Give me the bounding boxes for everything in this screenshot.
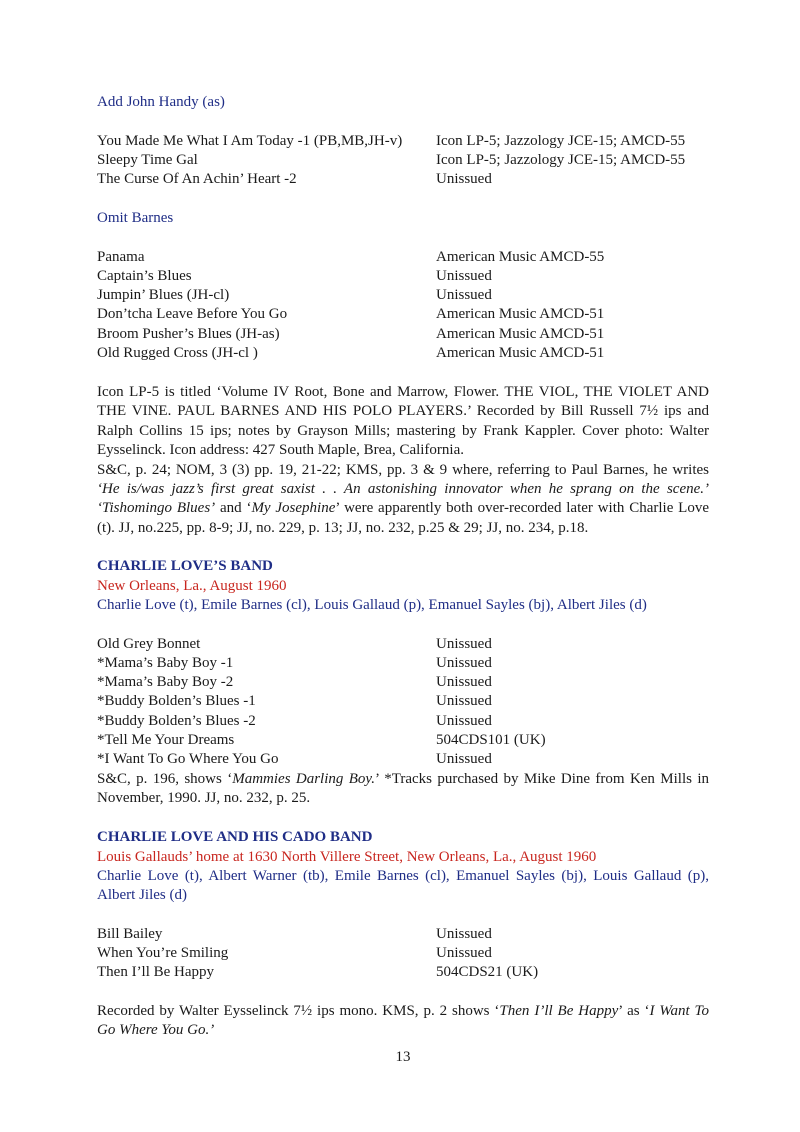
track-release: 504CDS101 (UK) — [436, 732, 546, 748]
notes-title: My Josephine — [251, 500, 336, 517]
notes-text: ’ *Tracks purchased by Mike Dine from Ken Mills in November, 1990. JJ, no. 232, p. 25. — [97, 771, 709, 807]
track-title: You Made Me What I Am Today -1 (PB,MB,JH-v) — [97, 133, 403, 149]
track-release: American Music AMCD-51 — [436, 326, 605, 342]
track-title: When You’re Smiling — [97, 945, 229, 961]
track-release: 504CDS21 (UK) — [436, 964, 539, 980]
track-title: Old Grey Bonnet — [97, 636, 201, 652]
track-release: Icon LP-5; Jazzology JCE-15; AMCD-55 — [436, 152, 686, 168]
track-release: Icon LP-5; Jazzology JCE-15; AMCD-55 — [436, 133, 686, 149]
notes-title: I Want To Go Where You Go.’ — [97, 1003, 710, 1039]
notes-title: Then I’ll Be Happy — [499, 1003, 619, 1019]
track-release: American Music AMCD-51 — [436, 306, 605, 322]
notes-text: and ‘ — [215, 500, 252, 517]
track-release: Unissued — [436, 674, 492, 690]
track-title: Sleepy Time Gal — [97, 152, 198, 168]
track-title: *Buddy Bolden’s Blues -1 — [97, 693, 256, 709]
track-release: Unissued — [436, 268, 492, 284]
track-title: Then I’ll Be Happy — [97, 964, 215, 980]
track-title: *I Want To Go Where You Go — [97, 751, 279, 767]
session-place-date: New Orleans, La., August 1960 — [97, 578, 287, 594]
notes-text: S&C, p. 196, shows ‘ — [97, 771, 233, 787]
notes-text: Icon LP-5 is titled ‘Volume IV Root, Bone and Marrow, Flower. THE VIOL, THE VIOLET AND THE VINE. PAUL BARNES AND HIS POLO PLAYERS.’ Recorded by Bill Russell 7½ ips and Ralph Collins 15 ips; notes by Grayson Mills; mastering by Frank Kappler. Cover photo: Walter Eysselinck. Icon address: 427 South Maple, Brea, California. — [97, 384, 709, 459]
track-title: *Buddy Bolden’s Blues -2 — [97, 713, 256, 729]
track-release: Unissued — [436, 713, 492, 729]
track-title: Old Rugged Cross (JH-cl ) — [97, 345, 258, 361]
track-title: Captain’s Blues — [97, 268, 192, 284]
personnel-note: Add John Handy (as) — [97, 94, 225, 110]
track-title: *Mama’s Baby Boy -1 — [97, 655, 234, 671]
track-release: American Music AMCD-55 — [436, 249, 605, 265]
session-notes — [97, 1002, 709, 1041]
track-release: Unissued — [436, 693, 492, 709]
track-title: Broom Pusher’s Blues (JH-as) — [97, 326, 280, 342]
session-notes — [97, 383, 709, 538]
track-release: Unissued — [436, 751, 492, 767]
notes-text: ’ as ‘ — [618, 1003, 650, 1019]
notes-text: Recorded by Walter Eysselinck 7½ ips mono. KMS, p. 2 shows ‘ — [97, 1003, 500, 1019]
track-title: *Tell Me Your Dreams — [97, 732, 235, 748]
track-release: Unissued — [436, 171, 492, 187]
track-release: Unissued — [436, 945, 492, 961]
notes-title: Mammies Darling Boy. — [232, 771, 375, 787]
notes-text: S&C, p. 24; NOM, 3 (3) pp. 19, 21-22; KMS, pp. 3 & 9 where, referring to Paul Barnes, he writes — [97, 461, 709, 478]
track-title: Jumpin’ Blues (JH-cl) — [97, 287, 230, 303]
track-release: Unissued — [436, 655, 492, 671]
band-heading: CHARLIE LOVE AND HIS CADO BAND — [97, 829, 373, 845]
session-place-date: Louis Gallauds’ home at 1630 North Villere Street, New Orleans, La., August 1960 — [97, 849, 597, 865]
band-heading: CHARLIE LOVE’S BAND — [97, 558, 273, 574]
session-notes — [97, 770, 709, 809]
notes-quote: ‘He is/was jazz’s first great saxist . . An astonishing innovator when he sprang on the scene.’ ‘Tishomingo Blues’ — [97, 481, 709, 517]
track-title: *Mama’s Baby Boy -2 — [97, 674, 234, 690]
track-release: Unissued — [436, 926, 492, 942]
notes-text: ’ were apparently both over-recorded later with Charlie Love (t). JJ, no.225, pp. 8-9; JJ, no. 229, p. 13; JJ, no. 232, p.25 & 29; JJ, no. 234, p.18. — [97, 500, 709, 536]
page-number: 13 — [395, 1049, 411, 1065]
band-personnel: Charlie Love (t), Albert Warner (tb), Emile Barnes (cl), Emanuel Sayles (bj), Louis Gallaud (p), Albert Jiles (d) — [97, 868, 709, 904]
band-personnel: Charlie Love (t), Emile Barnes (cl), Louis Gallaud (p), Emanuel Sayles (bj), Albert Jiles (d) — [97, 597, 647, 613]
track-title: Panama — [97, 249, 145, 265]
track-release: American Music AMCD-51 — [436, 345, 605, 361]
track-release: Unissued — [436, 636, 492, 652]
track-title: The Curse Of An Achin’ Heart -2 — [97, 171, 297, 187]
track-release: Unissued — [436, 287, 492, 303]
personnel-note: Omit Barnes — [97, 210, 174, 226]
track-title: Don’tcha Leave Before You Go — [97, 306, 288, 322]
track-title: Bill Bailey — [97, 926, 163, 942]
